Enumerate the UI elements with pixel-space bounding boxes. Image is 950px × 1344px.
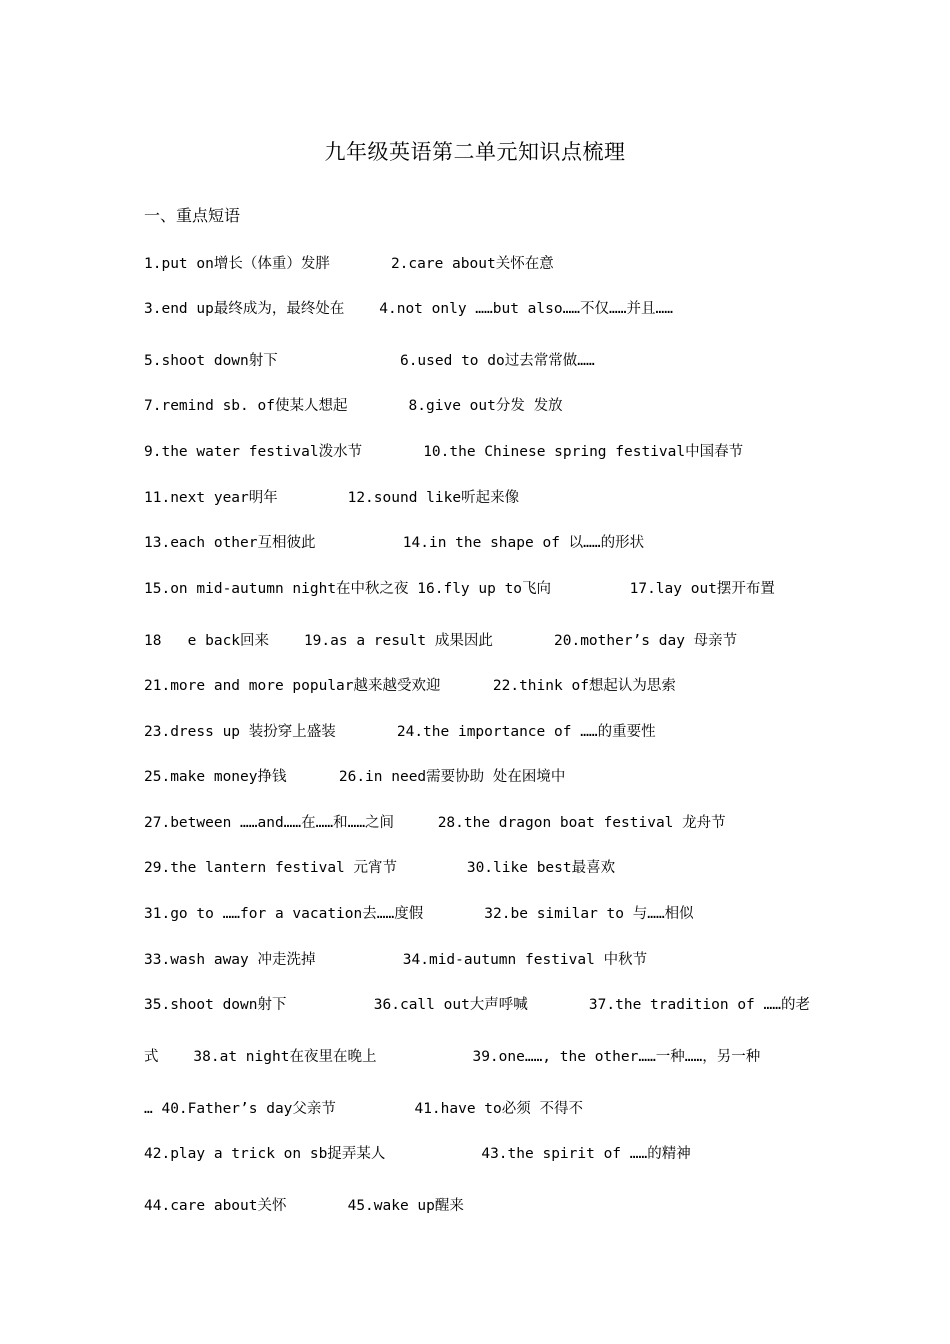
- phrase-line: 18 e back回来 19.as a result 成果因此 20.mother’s day 母亲节: [144, 633, 738, 649]
- phrase-line: 25.make money挣钱 26.in need需要协助 处在困境中: [144, 769, 566, 785]
- phrase-line: 13.each other互相彼此 14.in the shape of 以……的形状: [144, 535, 645, 551]
- phrase-line: 31.go to ……for a vacation去……度假 32.be similar to 与……相似: [144, 906, 694, 922]
- phrase-line: … 40.Father’s day父亲节 41.have to必须 不得不: [144, 1101, 583, 1117]
- phrase-line: 15.on mid-autumn night在中秋之夜 16.fly up to飞向 17.lay out摆开布置: [144, 581, 775, 597]
- phrase-line: 1.put on增长（体重）发胖 2.care about关怀在意: [144, 256, 554, 272]
- phrase-line: 33.wash away 冲走洗掉 34.mid-autumn festival 中秋节: [144, 952, 648, 968]
- phrase-line: 21.more and more popular越来越受欢迎 22.think of想起认为思索: [144, 678, 676, 694]
- phrase-line: 5.shoot down射下 6.used to do过去常常做……: [144, 353, 595, 369]
- phrase-line: 44.care about关怀 45.wake up醒来: [144, 1198, 464, 1214]
- phrase-line: 式 38.at night在夜里在晚上 39.one……, the other……一种……，另一种: [144, 1049, 761, 1065]
- phrase-line: 7.remind sb. of使某人想起 8.give out分发 发放: [144, 398, 563, 414]
- document-title: 九年级英语第二单元知识点梳理: [324, 140, 626, 164]
- phrase-line: 23.dress up 装扮穿上盛装 24.the importance of ……的重要性: [144, 724, 656, 740]
- phrase-line: 9.the water festival泼水节 10.the Chinese spring festival中国春节: [144, 444, 744, 460]
- phrase-line: 11.next year明年 12.sound like听起来像: [144, 490, 520, 506]
- phrase-line: 3.end up最终成为，最终处在 4.not only ……but also……不仅……并且……: [144, 301, 673, 317]
- phrase-line: 35.shoot down射下 36.call out大声呼喊 37.the tradition of ……的老: [144, 997, 810, 1013]
- section-heading: 一、重点短语: [144, 206, 241, 225]
- phrase-line: 27.between ……and……在……和……之间 28.the dragon boat festival 龙舟节: [144, 815, 726, 831]
- phrase-line: 42.play a trick on sb捉弄某人 43.the spirit of ……的精神: [144, 1146, 691, 1162]
- phrase-line: 29.the lantern festival 元宵节 30.like best最喜欢: [144, 860, 616, 876]
